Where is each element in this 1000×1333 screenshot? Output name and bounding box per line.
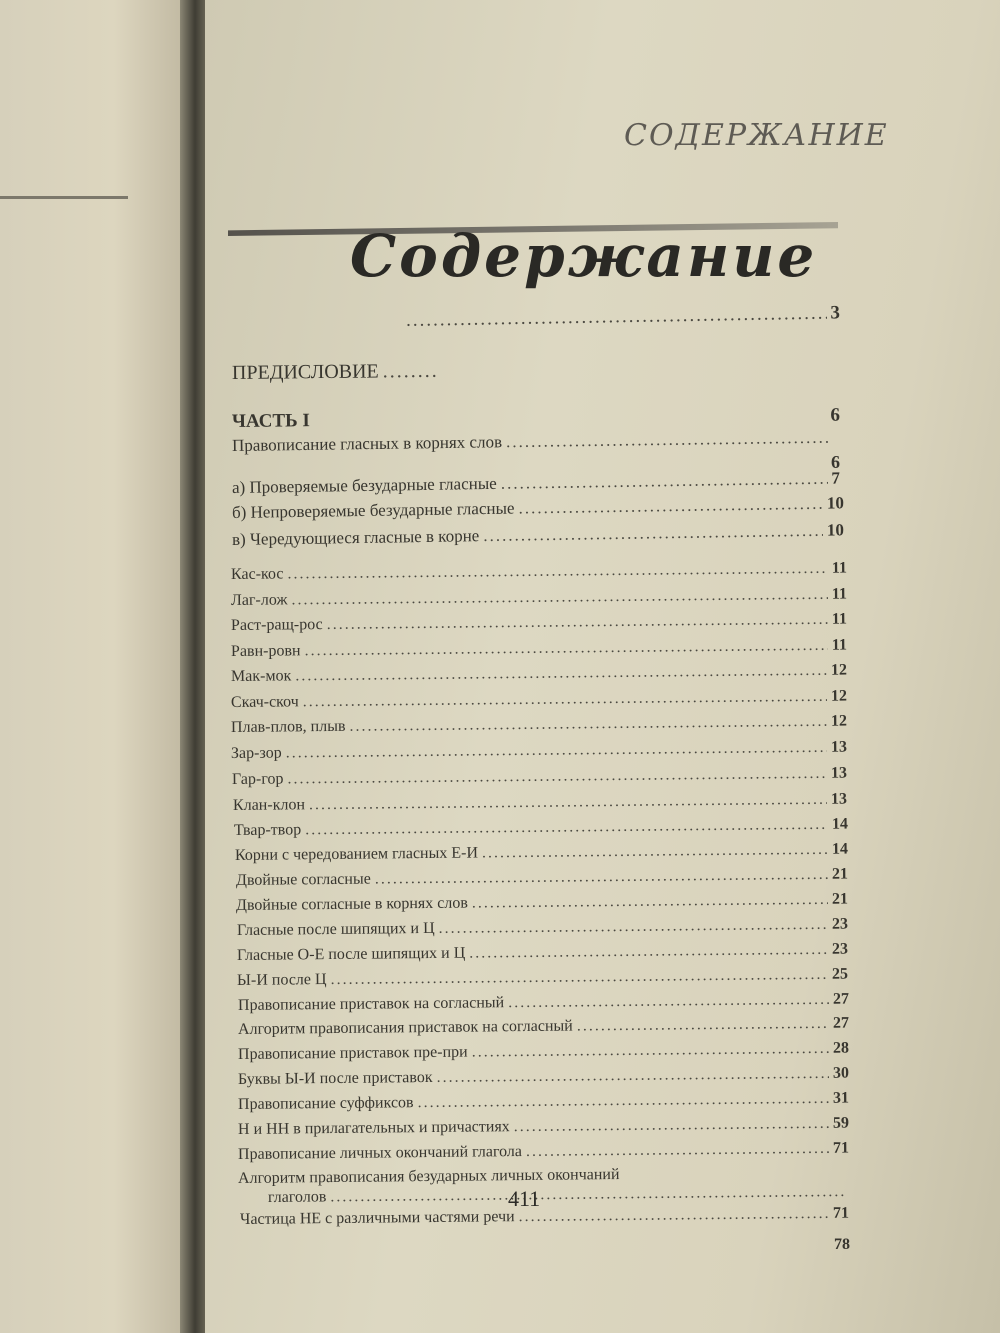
leader-dots <box>514 1115 829 1136</box>
toc-entry-label: Правописание гласных в корнях слов <box>231 432 503 455</box>
toc-entry-page: 10 <box>826 493 845 513</box>
toc-entry-page: 28 <box>832 1039 850 1057</box>
leader-dots <box>439 916 829 938</box>
leader-dots <box>287 765 827 789</box>
toc-entry-label: Лаг-лож <box>230 591 288 609</box>
toc-entry-page: 71 <box>832 1139 850 1157</box>
toc-entry <box>238 991 849 1015</box>
toc-entry <box>402 302 840 332</box>
toc-entry <box>231 713 847 737</box>
toc-entry-page: 12 <box>830 712 848 730</box>
toc-entry-label: Корни с чередованием гласных Е-И <box>234 844 479 864</box>
toc-entry-page: 30 <box>832 1064 850 1082</box>
toc-entry <box>233 791 847 815</box>
toc-entry-label: Правописание личных окончаний глагола <box>237 1143 523 1163</box>
leader-dots <box>330 1183 845 1206</box>
toc-entry <box>231 662 847 686</box>
toc-entry-label: Алгоритм правописания приставок на согласный <box>237 1017 573 1038</box>
toc-entry <box>240 1205 849 1229</box>
toc-entry-label: Мак-мок <box>230 667 292 685</box>
leader-dots <box>436 1065 829 1087</box>
toc-entry-page: 78 <box>834 1236 850 1253</box>
toc-entry <box>232 360 442 385</box>
toc-entry <box>231 637 847 661</box>
leader-dots <box>577 1015 829 1036</box>
leader-dots <box>472 1040 829 1062</box>
leader-dots <box>506 428 828 452</box>
toc-entry-label: Двойные согласные в корнях слов <box>235 894 468 914</box>
toc-entry-page: 12 <box>830 687 848 705</box>
running-title: СОДЕРЖАНИЕ <box>624 118 889 153</box>
toc-entry-page: 6 <box>830 404 841 426</box>
toc-entry-page: 27 <box>832 990 850 1008</box>
toc-entry-page: 3 <box>830 302 841 324</box>
toc-entry <box>231 739 847 763</box>
toc-entry <box>232 493 844 523</box>
toc-entry-label: Гласные О-Е после шипящих и Ц <box>236 944 466 964</box>
leader-dots <box>305 816 828 839</box>
leader-dots <box>417 1090 829 1112</box>
toc-entry-page: 13 <box>830 738 848 756</box>
leader-dots <box>469 941 828 963</box>
toc-entry-label: Частица НЕ с различными частями речи <box>239 1208 515 1228</box>
toc-entry-page: 21 <box>831 890 849 908</box>
toc-entry <box>806 1236 850 1254</box>
toc-entry-label: Н и НН в прилагательных и причастиях <box>237 1118 510 1138</box>
toc-entry-page: 13 <box>830 764 848 782</box>
toc-entry <box>236 891 848 915</box>
toc-entry <box>237 941 848 965</box>
toc-entry-page: 25 <box>831 965 849 983</box>
toc-entry-page: 27 <box>832 1014 850 1032</box>
page-title: Содержание <box>350 222 818 290</box>
leader-dots <box>375 866 828 889</box>
toc-entry-page: 21 <box>831 865 849 883</box>
toc-entry-page: 11 <box>831 610 848 628</box>
toc-entry-page: 10 <box>826 520 845 540</box>
toc-entry-page: 59 <box>832 1114 850 1132</box>
leader-dots <box>286 739 827 763</box>
toc-entry-page: 14 <box>831 840 849 858</box>
leader-dots <box>508 991 829 1012</box>
leader-dots <box>309 791 827 814</box>
toc-entry-label: в) Чередующиеся гласные в корне <box>231 526 480 549</box>
toc-entry-page: 11 <box>831 585 848 603</box>
toc-entry <box>238 1015 849 1039</box>
toc-entry-label: б) Непроверяемые безударные гласные <box>231 498 515 522</box>
leader-dots <box>472 891 828 913</box>
toc-entry-page: 13 <box>830 790 848 808</box>
toc-entry-label: Скач-скоч <box>230 693 299 711</box>
toc-entry <box>238 1140 849 1164</box>
toc-entry-label: Правописание суффиксов <box>237 1094 414 1113</box>
toc-entry <box>238 1065 849 1089</box>
leader-dots <box>291 586 828 610</box>
leader-dots <box>483 521 823 546</box>
toc-entry <box>232 520 844 550</box>
leader-dots <box>482 841 828 863</box>
toc-entry-label: глаголов <box>267 1188 327 1206</box>
leader-dots <box>330 966 828 989</box>
toc-entry-label: Раст-ращ-рос <box>230 616 323 634</box>
toc-entry <box>237 916 848 940</box>
toc-entry-page: 11 <box>831 636 848 654</box>
toc-entry-label: Твар-твор <box>233 821 302 839</box>
toc-entry <box>238 1090 849 1114</box>
toc-entry <box>231 611 847 635</box>
toc-entry-label: Ы-И после Ц <box>236 971 327 989</box>
toc-entry-label: Алгоритм правописания безударных личных окончаний <box>237 1166 620 1187</box>
toc-entry-label: Правописание приставок пре-при <box>237 1043 468 1063</box>
toc-entry-page: 7 <box>831 468 841 488</box>
toc-entry-label: Гар-гор <box>231 770 284 788</box>
leader-dots <box>303 688 827 711</box>
leader-dots <box>526 1140 829 1161</box>
toc-entry <box>232 468 840 498</box>
toc-entry-label: Правописание приставок на согласный <box>237 994 505 1014</box>
leader-dots <box>304 637 827 660</box>
toc-entry-label: Клан-клон <box>232 796 306 814</box>
toc-entry-label: Равн-ровн <box>230 642 301 660</box>
page-number: 411 <box>508 1186 541 1211</box>
toc-entry <box>235 841 848 865</box>
toc-entry-page: 12 <box>830 661 848 679</box>
leader-dots <box>519 1205 830 1226</box>
leader-dots <box>406 303 827 332</box>
leader-dots <box>287 560 828 584</box>
toc-entry-page: 14 <box>831 815 849 833</box>
toc-entry <box>231 688 847 712</box>
leader-dots <box>518 494 823 519</box>
toc-entry-label: Гласные после шипящих и Ц <box>236 919 435 939</box>
toc-entry <box>231 560 847 584</box>
toc-entry-page: 11 <box>831 559 848 577</box>
toc-entry <box>232 765 847 789</box>
toc-entry-label: ПРЕДИСЛОВИЕ <box>231 360 379 384</box>
toc-entry-page: 71 <box>832 1204 850 1222</box>
toc-entry-page: 31 <box>832 1089 850 1107</box>
toc-entry <box>236 866 848 890</box>
toc-entry <box>237 966 848 990</box>
toc-entry-page: 23 <box>831 915 849 933</box>
leader-dots <box>383 360 439 384</box>
toc-entry-label: а) Проверяемые безударные гласные <box>231 473 497 497</box>
toc-entry-label: Зар-зор <box>230 744 282 762</box>
leader-dots <box>327 611 828 634</box>
toc-entry-label: Кас-кос <box>230 565 284 583</box>
toc-entry-label: Буквы Ы-И после приставок <box>237 1068 433 1088</box>
leader-dots <box>501 469 828 494</box>
toc-entry <box>238 1040 849 1064</box>
toc-entry-label: Плав-плов, плыв <box>230 717 346 736</box>
leader-dots <box>349 713 827 736</box>
toc-entry <box>231 586 847 610</box>
toc-entry-page: 23 <box>831 940 849 958</box>
toc-entry <box>234 816 848 840</box>
toc-entry <box>238 1115 849 1139</box>
toc-entry-page: 6 <box>831 452 840 472</box>
toc-entry-label: ЧАСТЬ I <box>231 410 310 432</box>
leader-dots <box>295 662 827 686</box>
toc-entry-label: Двойные согласные <box>235 870 371 889</box>
